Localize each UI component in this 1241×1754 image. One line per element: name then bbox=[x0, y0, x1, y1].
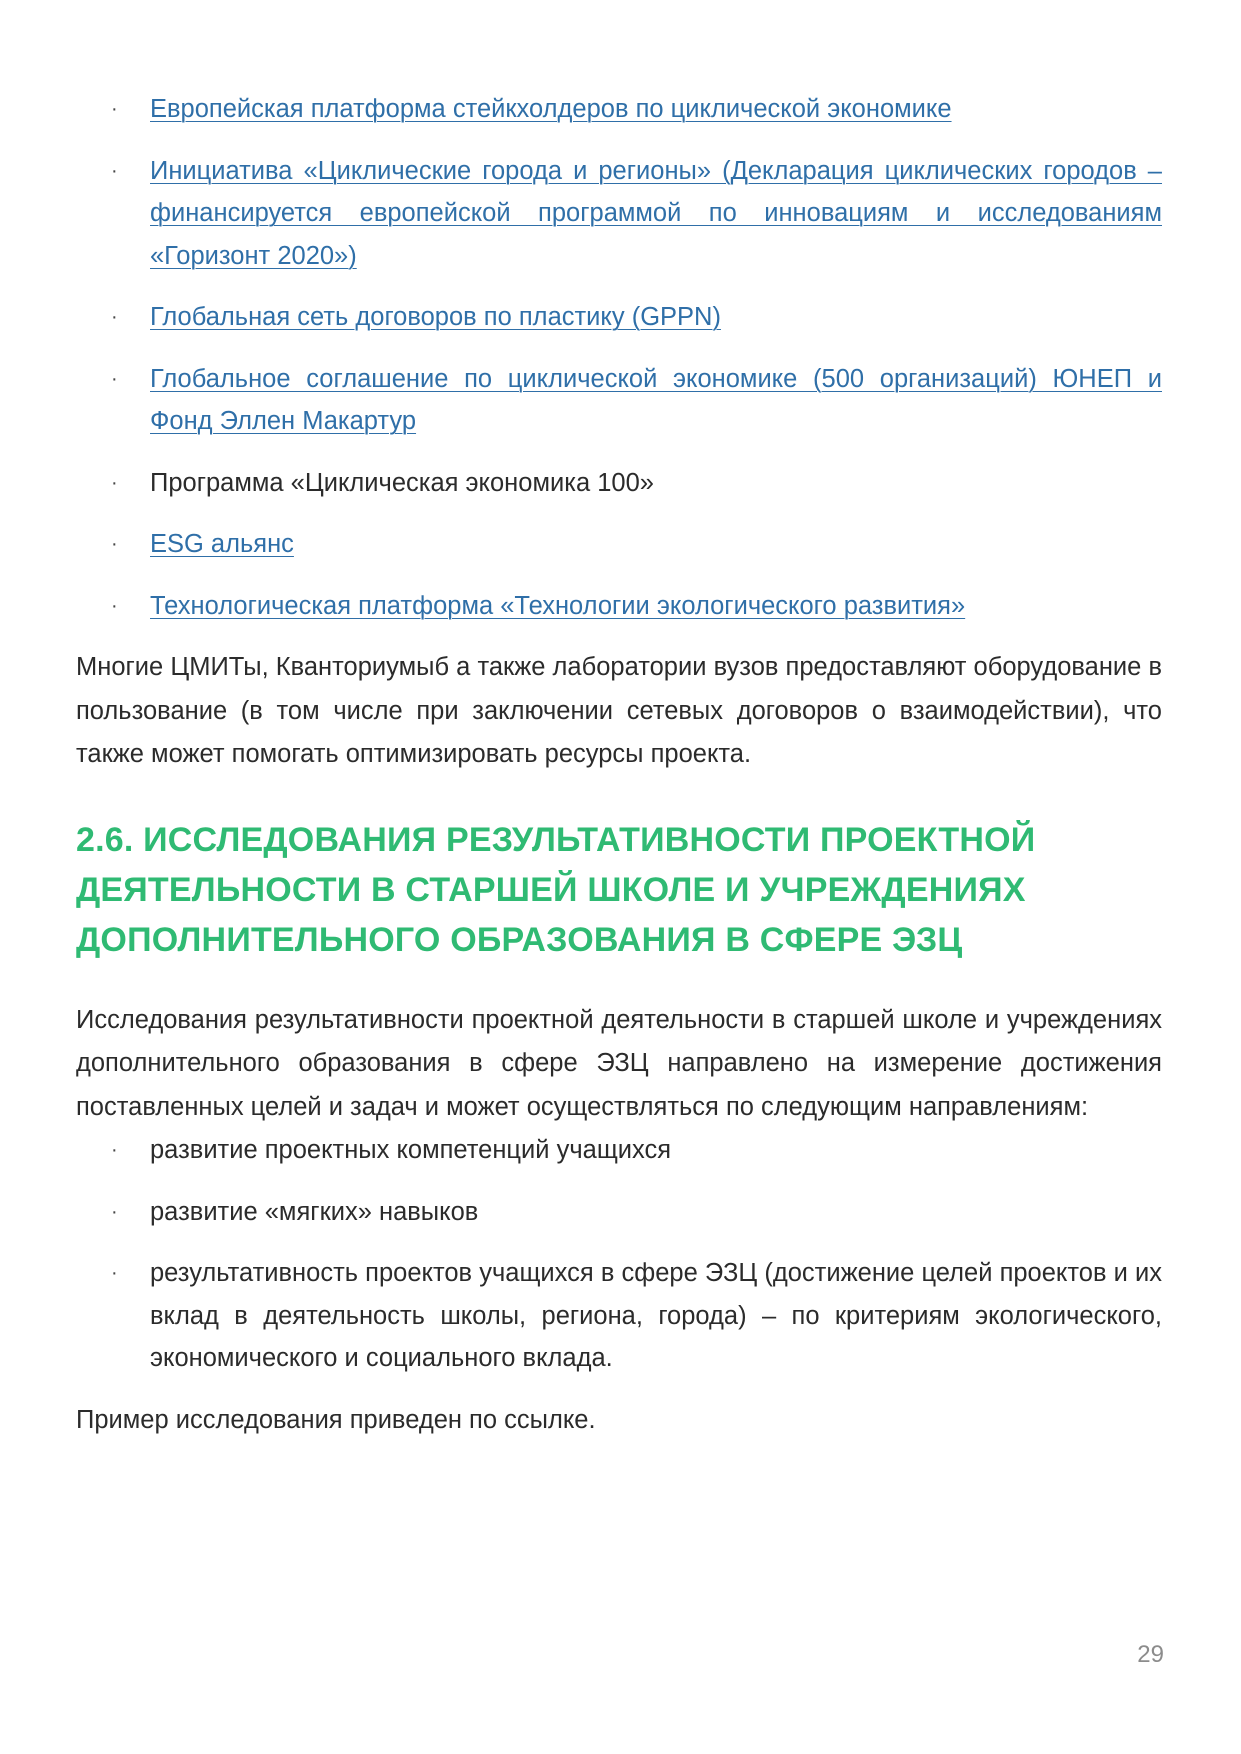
list-item bbox=[76, 523, 1162, 566]
example-paragraph: Пример исследования приведен по ссылке. bbox=[76, 1405, 596, 1434]
bullet-icon: · bbox=[111, 367, 118, 390]
bullet-icon: · bbox=[111, 159, 118, 182]
section-heading-line: 2.6. ИССЛЕДОВАНИЯ РЕЗУЛЬТАТИВНОСТИ ПРОЕКТНОЙ bbox=[76, 820, 1036, 859]
list-item bbox=[76, 1129, 1162, 1172]
page-content bbox=[76, 88, 1162, 1442]
link-tech-platform[interactable]: Технологическая платформа «Технологии экологического развития» bbox=[150, 591, 966, 620]
list-item bbox=[76, 585, 1162, 628]
link-gppn[interactable]: Глобальная сеть договоров по пластику (GPPN) bbox=[150, 303, 721, 331]
section-heading-line: ДОПОЛНИТЕЛЬНОГО ОБРАЗОВАНИЯ В СФЕРЕ ЭЗЦ bbox=[76, 920, 963, 959]
directions-list bbox=[76, 1129, 1162, 1380]
bullet-icon: · bbox=[111, 98, 118, 120]
bullet-icon: · bbox=[111, 1139, 118, 1161]
section-intro-paragraph: Исследования результативности проектной деятельности в старшей школе и учреждениях дополнительного образования в сфере ЭЗЦ направлено на измерение достижения поставленных целей и задач и может осуществляться по следующим направлениям: bbox=[76, 1005, 1162, 1121]
bullet-icon: · bbox=[111, 306, 118, 328]
link-circular-cities-initiative[interactable]: Инициатива «Циклические города и регионы» (Декларация циклических городов – финансируется европейской программой по инновациям и исследованиям «Горизонт 2020») bbox=[150, 156, 1162, 270]
bullet-icon: · bbox=[111, 594, 118, 617]
list-item bbox=[76, 358, 1162, 443]
list-item bbox=[76, 296, 1162, 339]
program-ce100-text: Программа «Циклическая экономика 100» bbox=[150, 468, 654, 497]
list-item bbox=[76, 88, 1162, 131]
link-esg-alliance[interactable]: ESG альянс bbox=[150, 530, 294, 558]
list-item bbox=[76, 150, 1162, 278]
link-global-commitment[interactable]: Глобальное соглашение по циклической экономике (500 организаций) ЮНЕП и Фонд Эллен Макартур bbox=[150, 364, 1162, 435]
direction-text: развитие проектных компетенций учащихся bbox=[150, 1136, 672, 1164]
bullet-icon: · bbox=[111, 471, 118, 494]
list-item bbox=[76, 1252, 1162, 1380]
link-european-stakeholder-platform[interactable]: Европейская платформа стейкхолдеров по циклической экономике bbox=[150, 95, 952, 123]
list-item bbox=[76, 1191, 1162, 1234]
platforms-list bbox=[76, 88, 1162, 627]
page-number: 29 bbox=[1137, 1641, 1164, 1668]
section-heading bbox=[76, 815, 1162, 965]
section-heading-line: ДЕЯТЕЛЬНОСТИ В СТАРШЕЙ ШКОЛЕ И УЧРЕЖДЕНИЯХ bbox=[76, 870, 1026, 909]
bullet-icon: · bbox=[111, 533, 118, 555]
direction-text: развитие «мягких» навыков bbox=[150, 1197, 479, 1226]
direction-text: результативность проектов учащихся в сфере ЭЗЦ (достижение целей проектов и их вклад в деятельность школы, региона, города) – по критериям экологического, экономического и социального вклада. bbox=[150, 1259, 1162, 1372]
bullet-icon: · bbox=[111, 1262, 118, 1284]
bullet-icon: · bbox=[111, 1200, 118, 1223]
resources-paragraph: Многие ЦМИТы, Кванториумыб а также лаборатории вузов предоставляют оборудование в пользование (в том числе при заключении сетевых договоров о взаимодействии), что также может помогать оптимизировать ресурсы проекта. bbox=[76, 653, 1162, 768]
list-item bbox=[76, 462, 1162, 505]
